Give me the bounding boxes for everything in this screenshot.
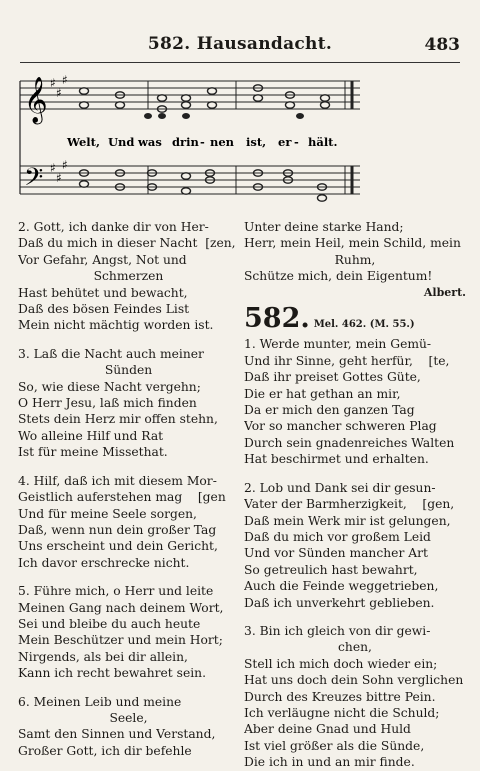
key-signature-icon xyxy=(50,73,68,185)
music-lyrics xyxy=(66,135,338,149)
left-column xyxy=(18,219,239,759)
verse-line: Seele, xyxy=(109,710,148,725)
verse-line: 5. Führe mich, o Herr und leite xyxy=(18,584,214,599)
verse-line: 1. Werde munter, mein Gemü- xyxy=(244,337,432,352)
verse-line: Ist für meine Missethat. xyxy=(18,445,168,460)
verse-line: Daß mein Werk mir ist gelungen, xyxy=(244,513,451,528)
verse-line: Uns erscheint und dein Gericht, xyxy=(18,539,218,554)
verse-line: Schütze mich, dein Eigentum! xyxy=(244,269,433,284)
verse-line: chen, xyxy=(338,640,372,655)
lyric-syllable: Und xyxy=(108,135,135,149)
verse-line: Die ich in und an mir finde. xyxy=(244,755,415,770)
verse-line: 4. Hilf, daß ich mit diesem Mor- xyxy=(18,473,217,488)
verse-line: So getreulich hast bewahrt, xyxy=(244,562,418,577)
verse-line: Unter deine starke Hand; xyxy=(244,220,404,234)
verse-line: Da er mich den ganzen Tag xyxy=(244,403,415,418)
verse-line: 3. Laß die Nacht auch meiner xyxy=(18,346,204,361)
verse-line: 6. Meinen Leib und meine xyxy=(18,694,182,709)
verse-line: Wo alleine Hilf und Rat xyxy=(18,428,164,443)
verse-line: Großer Gott, ich dir befehle xyxy=(18,743,192,758)
verse-line: Auch die Feinde weggetrieben, xyxy=(244,579,439,594)
verse-line: Meinen Gang nach deinem Wort, xyxy=(18,600,224,615)
lyric-syllable: Welt, xyxy=(67,135,100,149)
lyric-syllable: drin xyxy=(172,135,199,149)
verse-line: Ruhm, xyxy=(334,252,376,267)
hymn-number: 582. xyxy=(244,303,310,335)
treble-notes xyxy=(80,85,330,112)
verse-line: Die er hat gethan an mir, xyxy=(244,386,401,401)
page-number: 483 xyxy=(424,35,460,55)
verse-gap xyxy=(18,682,239,694)
verse-line: Mein Beschützer und mein Hort; xyxy=(18,633,223,648)
bass-clef-icon: 𝄢 xyxy=(24,163,44,198)
bass-notes xyxy=(80,170,327,201)
verse-gap xyxy=(18,461,239,473)
author-attribution: Albert. xyxy=(423,285,466,299)
svg-text:♯: ♯ xyxy=(56,86,62,100)
verse-gap xyxy=(244,468,466,480)
hymn-heading xyxy=(244,305,466,333)
verse-line: 3. Bin ich gleich von dir gewi- xyxy=(244,623,431,638)
verse-line: 2. Lob und Dank sei dir gesun- xyxy=(244,480,436,495)
lyric-syllable: - xyxy=(200,135,205,149)
verse-line: Durch des Kreuzes bittre Pein. xyxy=(244,689,436,704)
music-notation xyxy=(0,60,480,210)
verse-line: Schmerzen xyxy=(93,269,164,284)
page-header xyxy=(0,34,480,58)
svg-text:♯: ♯ xyxy=(56,171,62,185)
verse-line: O Herr Jesu, laß mich finden xyxy=(18,396,197,411)
verse-line: Nirgends, als bei dir allein, xyxy=(18,649,188,664)
verse-line: Daß des bösen Feindes List xyxy=(18,302,190,317)
verse-line: Geistlich auferstehen mag [gen xyxy=(18,490,226,505)
lyric-syllable: hält. xyxy=(308,135,338,149)
verse-gap xyxy=(18,334,239,346)
svg-text:♯: ♯ xyxy=(50,161,56,175)
svg-text:♯: ♯ xyxy=(62,158,68,172)
treble-clef-icon: 𝄞 xyxy=(24,77,48,123)
verse-line: 2. Gott, ich danke dir von Her- xyxy=(18,220,209,234)
right-column xyxy=(244,219,466,771)
verse-line: Ist viel größer als die Sünde, xyxy=(244,738,425,753)
verse-line: Daß du mich vor großem Leid xyxy=(244,529,431,544)
lyric-syllable: was xyxy=(138,135,162,149)
verse-line: Hat beschirmet und erhalten. xyxy=(244,452,429,467)
verse-line: Durch sein gnadenreiches Walten xyxy=(244,435,455,450)
verse-line: Vater der Barmherzigkeit, [gen, xyxy=(244,497,455,512)
melody-reference: Mel. 462. (M. 55.) xyxy=(313,319,415,331)
verse-line: Und vor Sünden mancher Art xyxy=(244,546,428,561)
svg-text:♯: ♯ xyxy=(62,73,68,87)
verse-line: Herr, mein Heil, mein Schild, mein xyxy=(244,236,461,251)
verse-line: Hast behütet und bewacht, xyxy=(18,285,188,300)
verse-line: Stell ich mich doch wieder ein; xyxy=(244,656,438,671)
treble-quarter-notes xyxy=(144,113,304,119)
verse-line: Kann ich recht bewahret sein. xyxy=(18,666,207,681)
verse-line: Ich davor erschrecke nicht. xyxy=(18,555,190,570)
verse-line: Hat uns doch dein Sohn verglichen xyxy=(244,673,464,688)
verse-line: Samt den Sinnen und Verstand, xyxy=(18,727,216,742)
verse-line: So, wie diese Nacht vergehn; xyxy=(18,379,201,394)
verse-line: Sei und bleibe du auch heute xyxy=(18,616,201,631)
running-title: 582. Hausandacht. xyxy=(147,34,333,54)
verse-line: Vor so mancher schweren Plag xyxy=(244,419,437,434)
verse-line: Aber deine Gnad und Huld xyxy=(244,722,411,737)
verse-line: Daß du mich in dieser Nacht [zen, xyxy=(18,236,236,251)
lyric-syllable: - xyxy=(294,135,299,149)
verse-line: Stets dein Herz mir offen stehn, xyxy=(18,412,218,427)
verse-line: Ich verläugne nicht die Schuld; xyxy=(244,705,440,720)
verse-line: Mein nicht mächtig worden ist. xyxy=(18,318,214,333)
verse-line: Daß ich unverkehrt geblieben. xyxy=(244,595,435,610)
verse-line: Sünden xyxy=(104,363,153,378)
svg-text:♯: ♯ xyxy=(50,76,56,90)
verse-line: Daß ihr preiset Gottes Güte, xyxy=(244,370,421,385)
verse-line: Und für meine Seele sorgen, xyxy=(18,506,197,521)
verse-line: Vor Gefahr, Angst, Not und xyxy=(18,252,187,267)
lyric-syllable: nen xyxy=(210,135,235,149)
verse-gap xyxy=(244,611,466,623)
lyric-syllable: er xyxy=(278,135,292,149)
verse-line: Und ihr Sinne, geht herfür, [te, xyxy=(244,353,450,368)
verse-line: Daß, wenn nun dein großer Tag xyxy=(18,522,217,537)
lyric-syllable: ist, xyxy=(246,135,267,149)
verse-gap xyxy=(18,571,239,583)
